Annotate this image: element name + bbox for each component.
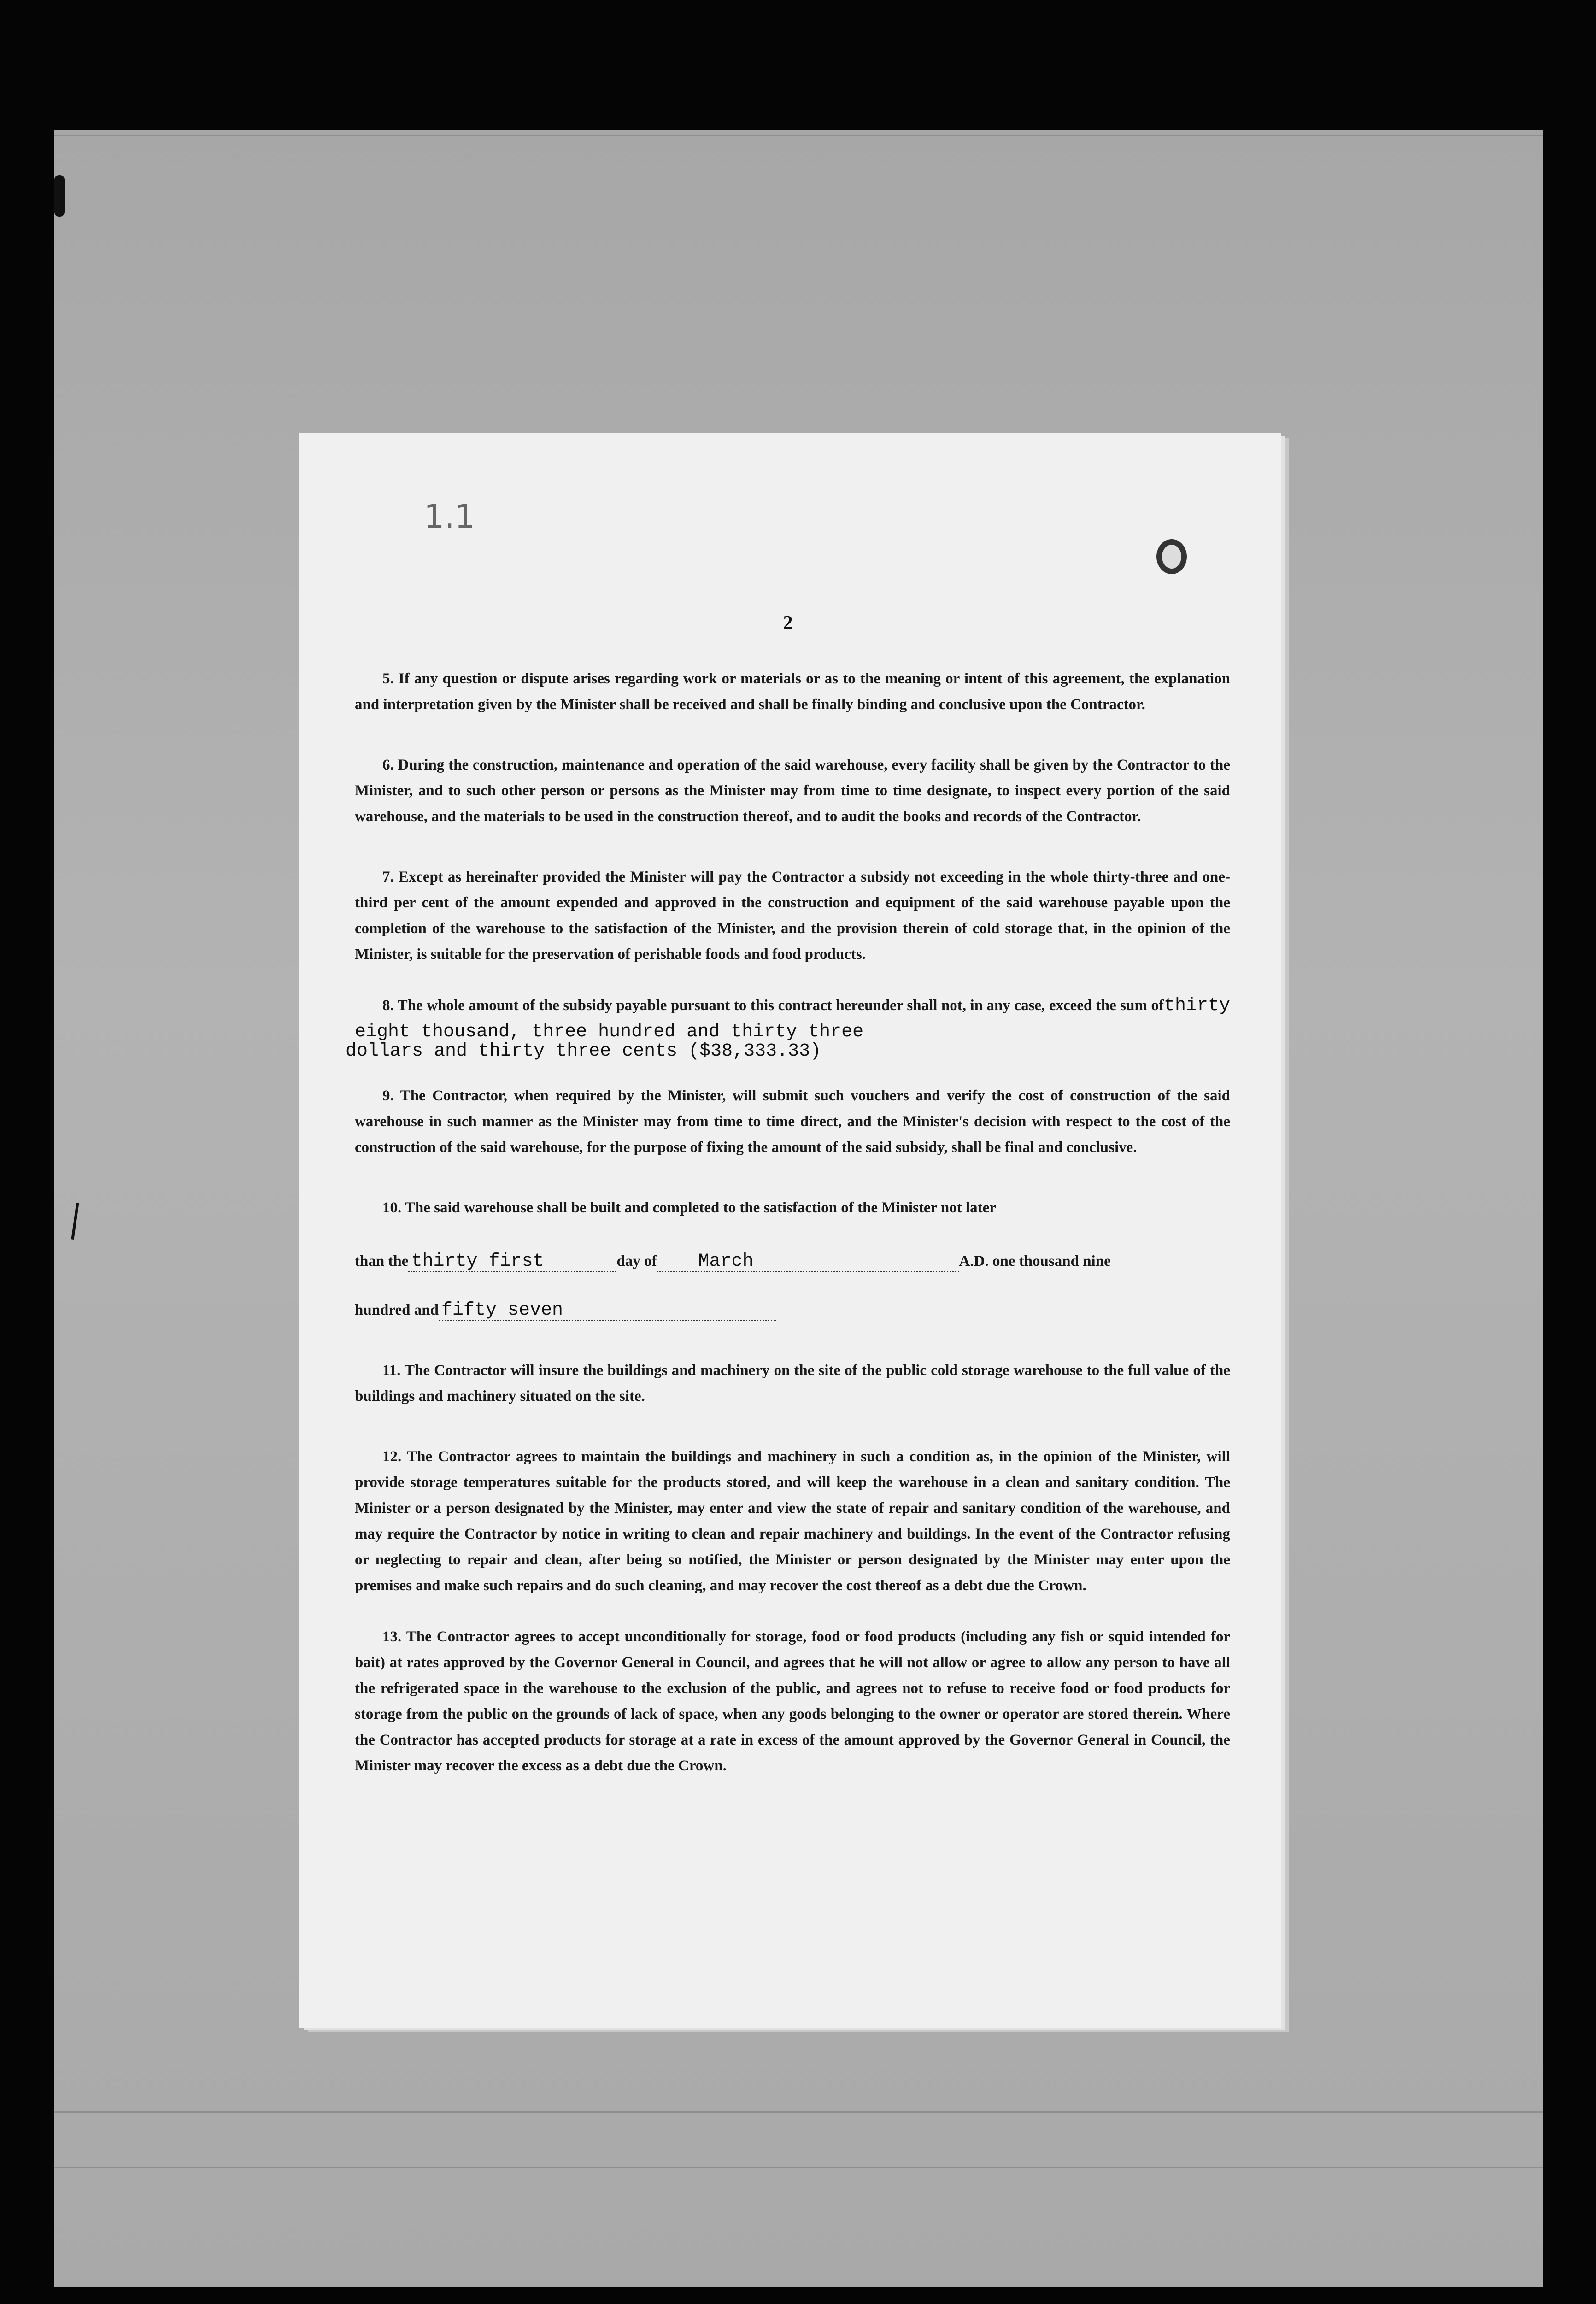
than-the-label: than the xyxy=(355,1253,409,1270)
clause-10-date-line xyxy=(355,1248,1230,1274)
year-field: fifty seven xyxy=(439,1301,776,1321)
subsidy-amount-figure: dollars and thirty three cents ($38,333.33) xyxy=(346,1041,821,1062)
clause-5: 5. If any question or dispute arises regarding work or materials or as to the meaning or intent of this agreement, the explanation and interpretation given by the Minister shall be received and shall be finally binding and conclusive upon the Contractor. xyxy=(355,670,1230,713)
clause-6: 6. During the construction, maintenance and operation of the said warehouse, every facility shall be given by the Contractor to the Minister, and to such other person or persons as the Minister may from time to time designate, to inspect every portion of the said warehouse, and the materials to be used in the construction thereof, and to audit the books and records of the Contractor. xyxy=(355,757,1230,825)
clause-8-text: 8. The whole amount of the subsidy payable pursuant to this contract hereunder shall not, in any case, exceed the sum of xyxy=(382,997,1164,1014)
corner-mark: 1.1 xyxy=(424,498,475,535)
month-field: March xyxy=(657,1252,959,1272)
clause-13: 13. The Contractor agrees to accept unconditionally for storage, food or food products (including any fish or squid intended for bait) at rates approved by the Governor General in Council, and agrees that he will not allow or agree to allow any person to have all the refrigerated space in the warehouse to the exclusion of the public, and agrees not to refuse to receive food or food products for storage from the public on the grounds of lack of space, when any goods belonging to the owner or operator are stored therein. Where the Contractor has accepted products for storage at a rate in excess of the amount approved by the Governor General in Council, the Minister may recover the excess as a debt due the Crown. xyxy=(355,1628,1230,1774)
subsidy-amount-words: thirty eight thousand, three hundred and thirty three xyxy=(355,995,1230,1042)
scan-line xyxy=(54,135,1543,136)
clause-10-text: 10. The said warehouse shall be built and completed to the satisfaction of the Minister not later xyxy=(382,1199,996,1216)
ad-label: A.D. one thousand nine xyxy=(959,1253,1111,1270)
punch-hole-icon xyxy=(1156,539,1187,574)
clause-10-year-line xyxy=(355,1297,1230,1323)
day-of-label: day of xyxy=(616,1253,657,1270)
day-field: thirty first xyxy=(408,1252,616,1272)
page-number: 2 xyxy=(783,612,793,634)
clause-8 xyxy=(346,993,1230,1064)
clause-11: 11. The Contractor will insure the buildings and machinery on the site of the public cold storage warehouse to the full value of the buildings and machinery situated on the site. xyxy=(355,1362,1230,1405)
clause-9: 9. The Contractor, when required by the Minister, will submit such vouchers and verify the cost of construction of the said warehouse in such manner as the Minister may from time to time direct, and the Minister's decision with respect to the cost of the construction of the said warehouse, for the purpose of fixing the amount of the said subsidy, shall be final and conclusive. xyxy=(355,1087,1230,1156)
document-page xyxy=(299,433,1281,2028)
clause-12: 12. The Contractor agrees to maintain the buildings and machinery in such a condition as, in the opinion of the Minister, will provide storage temperatures suitable for the products stored, and will keep the warehouse in a clean and sanitary condition. The Minister or a person designated by the Minister, may enter and view the state of repair and sanitary condition of the warehouse, and may require the Contractor by notice in writing to clean and repair machinery and buildings. In the event of the Contractor refusing or neglecting to repair and clean, after being so notified, the Minister or person designated by the Minister may enter upon the premises and make such repairs and do such cleaning, and may recover the cost thereof as a debt due the Crown. xyxy=(355,1448,1230,1594)
clause-10 xyxy=(355,1195,1230,1221)
scan-line xyxy=(54,2167,1543,2168)
contract-body xyxy=(346,666,1230,1779)
clause-7: 7. Except as hereinafter provided the Minister will pay the Contractor a subsidy not exceeding in the whole thirty-three and one-third per cent of the amount expended and approved in the construction and equipment of the said warehouse payable upon the completion of the warehouse to the satisfaction of the Minister, and the provision therein of cold storage that, in the opinion of the Minister, is suitable for the preservation of perishable foods and food products. xyxy=(355,869,1230,963)
hundred-and-label: hundred and xyxy=(355,1302,439,1318)
film-edge-mark xyxy=(54,175,65,217)
scan-line xyxy=(54,2111,1543,2113)
